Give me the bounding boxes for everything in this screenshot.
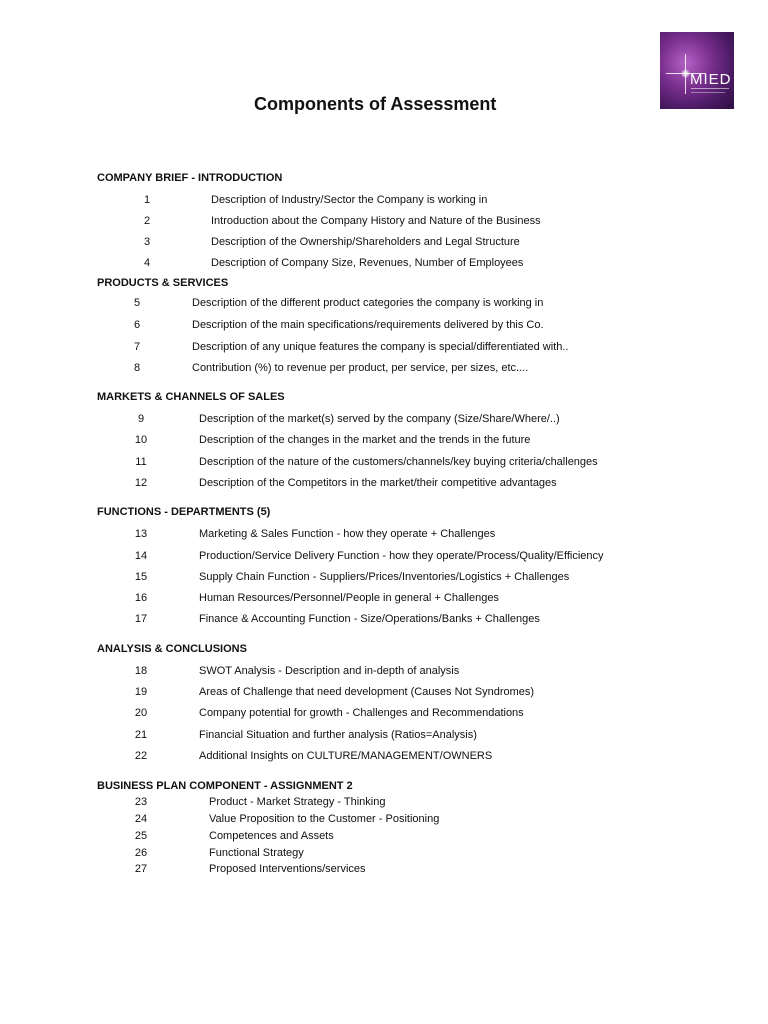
item-number: 3 [143, 236, 151, 248]
item-number: 18 [134, 665, 148, 677]
item-number: 16 [134, 592, 148, 604]
list-item [0, 813, 768, 829]
list-item [0, 236, 768, 252]
item-description: Areas of Challenge that need development (Causes Not Syndromes) [199, 686, 535, 698]
logo-tagline-line [691, 92, 725, 93]
item-number: 4 [143, 257, 151, 269]
item-description: Finance & Accounting Function - Size/Operations/Banks + Challenges [199, 613, 540, 625]
mied-logo [660, 32, 734, 109]
item-number: 15 [134, 571, 148, 583]
item-description: Description of the changes in the market and the trends in the future [199, 434, 531, 446]
item-description: Description of the market(s) served by the company (Size/Share/Where/..) [199, 413, 560, 425]
logo-star-icon [681, 69, 690, 78]
logo-tagline-line [691, 88, 729, 89]
item-description: Human Resources/Personnel/People in general + Challenges [199, 592, 499, 604]
item-description: Proposed Interventions/services [209, 863, 366, 875]
item-description: Financial Situation and further analysis (Ratios=Analysis) [199, 729, 477, 741]
section-heading-markets-channels: MARKETS & CHANNELS OF SALES [97, 391, 285, 403]
list-item [0, 257, 768, 273]
list-item [0, 550, 768, 566]
list-item [0, 528, 768, 544]
item-number: 21 [134, 729, 148, 741]
item-description: Supply Chain Function - Suppliers/Prices/Inventories/Logistics + Challenges [199, 571, 570, 583]
list-item [0, 297, 768, 313]
list-item [0, 665, 768, 681]
list-item [0, 194, 768, 210]
list-item [0, 413, 768, 429]
list-item [0, 215, 768, 231]
list-item [0, 456, 768, 472]
item-description: Product - Market Strategy - Thinking [209, 796, 386, 808]
item-number: 24 [134, 813, 148, 825]
list-item [0, 319, 768, 335]
item-number: 10 [134, 434, 148, 446]
item-number: 23 [134, 796, 148, 808]
item-number: 13 [134, 528, 148, 540]
list-item [0, 830, 768, 846]
item-number: 14 [134, 550, 148, 562]
item-description: Description of the different product categories the company is working in [192, 297, 544, 309]
section-heading-analysis-conclusions: ANALYSIS & CONCLUSIONS [97, 643, 247, 655]
item-number: 12 [134, 477, 148, 489]
item-description: Description of the nature of the customers/channels/key buying criteria/challenges [199, 456, 598, 468]
item-number: 8 [133, 362, 141, 374]
list-item [0, 434, 768, 450]
item-number: 22 [134, 750, 148, 762]
section-heading-company-brief: COMPANY BRIEF - INTRODUCTION [97, 172, 283, 184]
list-item [0, 613, 768, 629]
item-description: Production/Service Delivery Function - how they operate/Process/Quality/Efficiency [199, 550, 604, 562]
list-item [0, 341, 768, 357]
list-item [0, 707, 768, 723]
item-number: 11 [135, 456, 147, 468]
item-number: 20 [134, 707, 148, 719]
item-number: 1 [143, 194, 151, 206]
list-item [0, 571, 768, 587]
list-item [0, 750, 768, 766]
item-description: Description of Company Size, Revenues, Number of Employees [211, 257, 524, 269]
item-number: 26 [134, 847, 148, 859]
item-description: Company potential for growth - Challenges and Recommendations [199, 707, 524, 719]
item-number: 9 [137, 413, 145, 425]
section-heading-business-plan: BUSINESS PLAN COMPONENT - ASSIGNMENT 2 [97, 780, 353, 792]
item-description: Introduction about the Company History and Nature of the Business [211, 215, 541, 227]
list-item [0, 847, 768, 863]
item-number: 7 [133, 341, 141, 353]
section-heading-functions-departments: FUNCTIONS - DEPARTMENTS (5) [97, 506, 271, 518]
item-number: 5 [133, 297, 141, 309]
item-number: 25 [134, 830, 148, 842]
item-number: 2 [143, 215, 151, 227]
list-item [0, 477, 768, 493]
item-description: Description of the main specifications/requirements delivered by this Co. [192, 319, 544, 331]
list-item [0, 796, 768, 812]
logo-text: MIED [690, 71, 732, 88]
list-item [0, 863, 768, 879]
item-description: Additional Insights on CULTURE/MANAGEMENT/OWNERS [199, 750, 493, 762]
item-description: Marketing & Sales Function - how they operate + Challenges [199, 528, 496, 540]
list-item [0, 686, 768, 702]
item-description: Description of Industry/Sector the Company is working in [211, 194, 488, 206]
page-title: Components of Assessment [254, 94, 497, 114]
item-description: Description of any unique features the company is special/differentiated with.. [192, 341, 569, 353]
item-description: Functional Strategy [209, 847, 304, 859]
item-description: Description of the Ownership/Shareholders and Legal Structure [211, 236, 520, 248]
list-item [0, 729, 768, 745]
item-description: Competences and Assets [209, 830, 334, 842]
item-description: SWOT Analysis - Description and in-depth of analysis [199, 665, 460, 677]
list-item [0, 592, 768, 608]
item-description: Description of the Competitors in the market/their competitive advantages [199, 477, 557, 489]
list-item [0, 362, 768, 378]
item-description: Contribution (%) to revenue per product, per service, per sizes, etc.... [192, 362, 529, 374]
item-description: Value Proposition to the Customer - Positioning [209, 813, 440, 825]
section-heading-products-services: PRODUCTS & SERVICES [97, 277, 229, 289]
item-number: 17 [134, 613, 148, 625]
item-number: 27 [134, 863, 148, 875]
item-number: 6 [133, 319, 141, 331]
item-number: 19 [134, 686, 148, 698]
